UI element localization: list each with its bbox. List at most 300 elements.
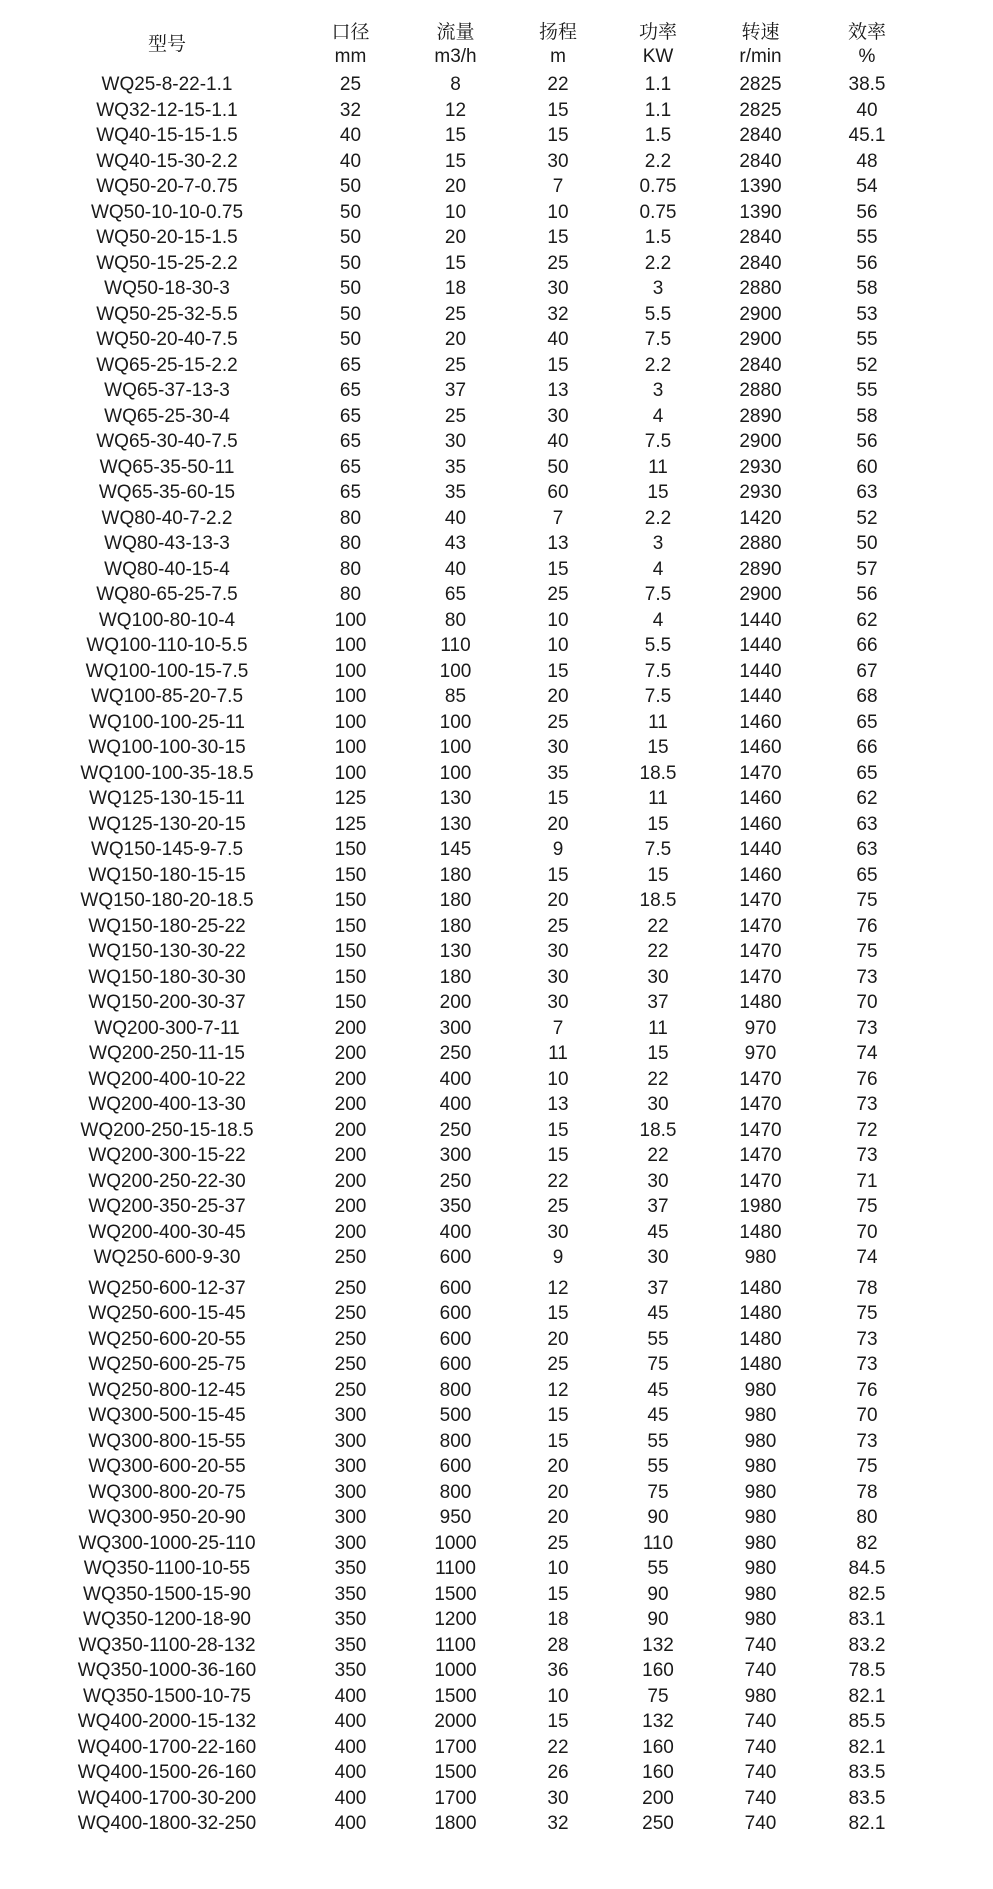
power-cell: 3 <box>652 278 664 299</box>
flow-cell: 100 <box>439 737 472 758</box>
table-row <box>0 1454 921 1480</box>
model-cell: WQ350-1500-15-90 <box>83 1583 251 1605</box>
diameter-cell: 100 <box>334 686 367 707</box>
head-cell: 15 <box>547 1119 569 1141</box>
table-row <box>0 1271 921 1302</box>
speed-cell: 1480 <box>739 1277 782 1299</box>
model-cell: WQ250-600-9-30 <box>93 1247 241 1268</box>
table-row <box>0 1352 921 1378</box>
flow-cell: 12 <box>444 99 467 121</box>
speed-cell: 2890 <box>739 405 782 427</box>
efficiency-cell: 65 <box>856 864 878 886</box>
power-cell: 30 <box>647 1247 669 1268</box>
model-cell: WQ200-400-10-22 <box>88 1068 246 1090</box>
model-cell: WQ125-130-15-11 <box>89 788 245 809</box>
model-cell: WQ250-600-15-45 <box>88 1303 246 1324</box>
table-row <box>0 1582 921 1608</box>
head-cell: 20 <box>547 686 569 707</box>
flow-cell: 8 <box>450 74 461 95</box>
column-label: 型号 <box>147 34 186 55</box>
diameter-cell: 200 <box>334 1170 367 1192</box>
flow-cell: 400 <box>439 1221 472 1243</box>
table-row <box>0 888 921 914</box>
diameter-cell: 250 <box>334 1379 367 1401</box>
column-header-flow <box>403 18 508 72</box>
flow-cell: 20 <box>444 227 467 248</box>
efficiency-cell: 68 <box>856 686 878 707</box>
model-cell: WQ200-350-25-37 <box>88 1196 246 1217</box>
head-cell: 13 <box>547 533 569 554</box>
pump-spec-table <box>0 18 921 1837</box>
flow-cell: 100 <box>439 762 472 784</box>
speed-cell: 980 <box>744 1685 777 1707</box>
head-cell: 60 <box>547 482 569 503</box>
model-cell: WQ350-1500-10-75 <box>83 1685 251 1707</box>
flow-cell: 100 <box>439 711 472 733</box>
head-cell: 20 <box>547 1328 569 1350</box>
power-cell: 37 <box>647 992 669 1013</box>
table-row <box>0 251 921 277</box>
table-row <box>0 761 921 787</box>
speed-cell: 2840 <box>739 125 782 146</box>
table-row <box>0 98 921 124</box>
speed-cell: 1470 <box>739 941 782 962</box>
power-cell: 200 <box>642 1787 674 1809</box>
diameter-cell: 50 <box>339 176 362 197</box>
table-row <box>0 557 921 583</box>
flow-cell: 130 <box>439 941 472 962</box>
head-cell: 20 <box>547 1481 569 1503</box>
diameter-cell: 100 <box>334 660 367 682</box>
diameter-cell: 50 <box>339 303 362 325</box>
column-unit: % <box>858 46 876 67</box>
efficiency-cell: 70 <box>856 992 878 1013</box>
efficiency-cell: 72 <box>856 1119 878 1141</box>
speed-cell: 1460 <box>739 737 782 758</box>
flow-cell: 180 <box>439 966 472 988</box>
table-row <box>0 429 921 455</box>
power-cell: 7.5 <box>644 839 672 860</box>
model-cell: WQ250-800-12-45 <box>88 1379 246 1401</box>
model-cell: WQ300-1000-25-110 <box>78 1532 256 1554</box>
head-cell: 30 <box>547 150 569 172</box>
efficiency-cell: 40 <box>856 99 878 121</box>
flow-cell: 1800 <box>434 1813 477 1834</box>
model-cell: WQ40-15-30-2.2 <box>96 150 238 172</box>
table-row <box>0 659 921 685</box>
power-cell: 90 <box>647 1507 669 1528</box>
speed-cell: 2880 <box>739 533 782 554</box>
model-cell: WQ400-1500-26-160 <box>77 1762 257 1783</box>
speed-cell: 1390 <box>739 176 782 197</box>
column-header-model <box>0 18 298 72</box>
flow-cell: 180 <box>439 864 472 886</box>
diameter-cell: 125 <box>334 788 367 809</box>
efficiency-cell: 38.5 <box>848 74 886 95</box>
model-cell: WQ100-100-35-18.5 <box>80 762 254 784</box>
diameter-cell: 400 <box>334 1685 367 1707</box>
power-cell: 75 <box>647 1685 669 1707</box>
efficiency-cell: 75 <box>856 1196 878 1217</box>
head-cell: 25 <box>547 252 569 274</box>
table-row <box>0 149 921 175</box>
diameter-cell: 250 <box>334 1247 367 1268</box>
column-header-speed <box>708 18 813 72</box>
flow-cell: 250 <box>439 1170 472 1192</box>
power-cell: 45 <box>647 1303 669 1324</box>
power-cell: 2.2 <box>644 507 672 529</box>
model-cell: WQ200-300-7-11 <box>94 1017 240 1039</box>
diameter-cell: 250 <box>334 1303 367 1324</box>
efficiency-cell: 55 <box>856 380 878 401</box>
table-body <box>0 72 921 1837</box>
flow-cell: 1500 <box>434 1762 477 1783</box>
flow-cell: 20 <box>444 329 467 350</box>
column-header-efficiency <box>813 18 921 72</box>
head-cell: 15 <box>547 99 569 121</box>
flow-cell: 1700 <box>434 1787 477 1809</box>
head-cell: 40 <box>547 329 569 350</box>
diameter-cell: 25 <box>339 74 362 95</box>
table-row <box>0 72 921 98</box>
head-cell: 13 <box>547 380 569 401</box>
efficiency-cell: 75 <box>856 941 878 962</box>
table-row <box>0 1709 921 1735</box>
flow-cell: 1000 <box>434 1660 477 1681</box>
flow-cell: 200 <box>439 992 472 1013</box>
table-row <box>0 837 921 863</box>
head-cell: 20 <box>547 1456 569 1477</box>
diameter-cell: 50 <box>339 227 362 248</box>
speed-cell: 980 <box>744 1583 777 1605</box>
efficiency-cell: 65 <box>856 762 878 784</box>
diameter-cell: 65 <box>339 405 362 427</box>
column-label: 转速 <box>741 22 780 43</box>
speed-cell: 1470 <box>739 1145 782 1166</box>
model-cell: WQ150-145-9-7.5 <box>90 839 244 860</box>
model-cell: WQ150-180-30-30 <box>88 966 246 988</box>
efficiency-cell: 71 <box>856 1170 878 1192</box>
power-cell: 18.5 <box>639 762 677 784</box>
power-cell: 160 <box>642 1660 674 1681</box>
model-cell: WQ125-130-20-15 <box>88 813 246 835</box>
diameter-cell: 150 <box>334 890 367 911</box>
power-cell: 1.5 <box>644 227 672 248</box>
flow-cell: 1100 <box>435 1634 476 1656</box>
power-cell: 22 <box>647 1145 669 1166</box>
efficiency-cell: 78 <box>856 1277 878 1299</box>
speed-cell: 2900 <box>739 431 782 452</box>
flow-cell: 10 <box>444 201 467 223</box>
table-row <box>0 200 921 226</box>
model-cell: WQ400-1700-22-160 <box>77 1736 257 1758</box>
model-cell: WQ250-600-20-55 <box>88 1328 246 1350</box>
speed-cell: 1460 <box>739 711 782 733</box>
efficiency-cell: 70 <box>856 1405 878 1426</box>
speed-cell: 980 <box>744 1379 777 1401</box>
table-row <box>0 1301 921 1327</box>
model-cell: WQ300-500-15-45 <box>88 1405 246 1426</box>
speed-cell: 2930 <box>739 456 782 478</box>
speed-cell: 1420 <box>739 507 782 529</box>
head-cell: 15 <box>547 1145 569 1166</box>
speed-cell: 1460 <box>739 813 782 835</box>
diameter-cell: 65 <box>339 482 362 503</box>
flow-cell: 350 <box>439 1196 472 1217</box>
flow-cell: 600 <box>439 1328 472 1350</box>
power-cell: 30 <box>647 966 669 988</box>
speed-cell: 1470 <box>739 1119 782 1141</box>
head-cell: 10 <box>547 1685 569 1707</box>
power-cell: 160 <box>642 1762 674 1783</box>
speed-cell: 1480 <box>739 1328 782 1350</box>
efficiency-cell: 83.1 <box>848 1609 886 1630</box>
efficiency-cell: 83.5 <box>848 1787 886 1809</box>
efficiency-cell: 63 <box>856 813 878 835</box>
power-cell: 5.5 <box>644 635 672 656</box>
table-row <box>0 735 921 761</box>
power-cell: 0.75 <box>639 176 677 197</box>
diameter-cell: 200 <box>334 1196 367 1217</box>
diameter-cell: 200 <box>334 1221 367 1243</box>
speed-cell: 980 <box>744 1609 777 1630</box>
flow-cell: 15 <box>444 150 467 172</box>
diameter-cell: 350 <box>334 1660 367 1681</box>
diameter-cell: 300 <box>334 1481 367 1503</box>
model-cell: WQ65-35-50-11 <box>99 456 235 478</box>
diameter-cell: 250 <box>334 1277 367 1299</box>
efficiency-cell: 82 <box>856 1532 878 1554</box>
power-cell: 4 <box>652 609 664 631</box>
power-cell: 1.5 <box>644 125 672 146</box>
head-cell: 10 <box>547 1558 569 1579</box>
diameter-cell: 200 <box>334 1145 367 1166</box>
head-cell: 32 <box>547 1813 569 1834</box>
power-cell: 90 <box>647 1583 669 1605</box>
flow-cell: 300 <box>439 1017 472 1039</box>
diameter-cell: 50 <box>339 278 362 299</box>
power-cell: 2.2 <box>644 354 672 376</box>
column-unit: r/min <box>739 46 782 67</box>
flow-cell: 600 <box>439 1354 472 1375</box>
diameter-cell: 80 <box>339 507 362 529</box>
head-cell: 15 <box>547 558 569 580</box>
head-cell: 30 <box>547 1221 569 1243</box>
efficiency-cell: 67 <box>856 660 878 682</box>
model-cell: WQ80-40-15-4 <box>104 558 230 580</box>
model-cell: WQ200-250-15-18.5 <box>80 1119 254 1141</box>
model-cell: WQ80-40-7-2.2 <box>101 507 233 529</box>
table-row <box>0 225 921 251</box>
diameter-cell: 65 <box>339 431 362 452</box>
table-row <box>0 123 921 149</box>
power-cell: 0.75 <box>639 201 677 223</box>
efficiency-cell: 75 <box>856 890 878 911</box>
diameter-cell: 80 <box>339 584 362 605</box>
model-cell: WQ80-65-25-7.5 <box>96 584 238 605</box>
table-row <box>0 1220 921 1246</box>
flow-cell: 250 <box>439 1119 472 1141</box>
model-cell: WQ50-20-40-7.5 <box>96 329 238 350</box>
power-cell: 110 <box>642 1532 674 1554</box>
flow-cell: 1000 <box>434 1532 477 1554</box>
column-label: 效率 <box>847 22 886 43</box>
speed-cell: 740 <box>744 1787 777 1809</box>
speed-cell: 1460 <box>739 864 782 886</box>
model-cell: WQ150-180-25-22 <box>88 915 246 937</box>
diameter-cell: 350 <box>334 1583 367 1605</box>
model-cell: WQ50-15-25-2.2 <box>96 252 238 274</box>
table-row <box>0 1786 921 1812</box>
head-cell: 12 <box>547 1277 569 1299</box>
diameter-cell: 400 <box>334 1787 367 1809</box>
speed-cell: 2880 <box>739 380 782 401</box>
diameter-cell: 100 <box>334 635 367 656</box>
model-cell: WQ300-800-15-55 <box>88 1430 246 1452</box>
power-cell: 1.1 <box>644 99 672 121</box>
model-cell: WQ100-100-25-11 <box>89 711 245 733</box>
power-cell: 15 <box>647 482 669 503</box>
efficiency-cell: 75 <box>856 1456 878 1477</box>
efficiency-cell: 63 <box>856 482 878 503</box>
efficiency-cell: 58 <box>856 278 878 299</box>
power-cell: 5.5 <box>644 303 672 325</box>
model-cell: WQ65-30-40-7.5 <box>96 431 238 452</box>
table-row <box>0 863 921 889</box>
diameter-cell: 350 <box>334 1634 367 1656</box>
speed-cell: 2825 <box>739 74 782 95</box>
table-row <box>0 455 921 481</box>
power-cell: 2.2 <box>644 150 672 172</box>
efficiency-cell: 73 <box>856 966 878 988</box>
table-row <box>0 1327 921 1353</box>
flow-cell: 65 <box>444 584 467 605</box>
efficiency-cell: 78.5 <box>848 1660 886 1681</box>
power-cell: 22 <box>647 941 669 962</box>
table-row <box>0 1607 921 1633</box>
speed-cell: 1480 <box>739 1354 782 1375</box>
head-cell: 12 <box>547 1379 569 1401</box>
table-row <box>0 1245 921 1271</box>
efficiency-cell: 74 <box>856 1043 878 1064</box>
head-cell: 18 <box>547 1609 569 1630</box>
table-row <box>0 1760 921 1786</box>
diameter-cell: 400 <box>334 1813 367 1834</box>
flow-cell: 85 <box>444 686 467 707</box>
speed-cell: 980 <box>744 1481 777 1503</box>
efficiency-cell: 73 <box>856 1017 878 1039</box>
model-cell: WQ100-80-10-4 <box>98 609 236 631</box>
flow-cell: 600 <box>439 1456 472 1477</box>
efficiency-cell: 82.1 <box>848 1685 886 1707</box>
head-cell: 15 <box>547 125 569 146</box>
diameter-cell: 300 <box>334 1532 367 1554</box>
flow-cell: 40 <box>444 507 467 529</box>
speed-cell: 1470 <box>739 915 782 937</box>
column-label: 扬程 <box>538 22 577 43</box>
flow-cell: 35 <box>444 482 467 503</box>
power-cell: 15 <box>647 1043 669 1064</box>
power-cell: 1.1 <box>644 74 672 95</box>
table-row <box>0 608 921 634</box>
head-cell: 50 <box>547 456 569 478</box>
flow-cell: 500 <box>439 1405 472 1426</box>
efficiency-cell: 70 <box>856 1221 878 1243</box>
diameter-cell: 150 <box>334 992 367 1013</box>
power-cell: 11 <box>648 788 668 809</box>
efficiency-cell: 63 <box>856 839 878 860</box>
speed-cell: 740 <box>744 1813 777 1834</box>
efficiency-cell: 53 <box>856 303 878 325</box>
diameter-cell: 400 <box>334 1711 367 1732</box>
flow-cell: 20 <box>444 176 467 197</box>
power-cell: 75 <box>647 1481 669 1503</box>
speed-cell: 980 <box>744 1558 777 1579</box>
speed-cell: 970 <box>744 1043 777 1064</box>
power-cell: 90 <box>647 1609 669 1630</box>
table-row <box>0 1378 921 1404</box>
flow-cell: 35 <box>444 456 467 478</box>
power-cell: 15 <box>647 864 669 886</box>
model-cell: WQ32-12-15-1.1 <box>96 99 238 121</box>
diameter-cell: 50 <box>339 252 362 274</box>
flow-cell: 600 <box>439 1247 472 1268</box>
head-cell: 11 <box>548 1043 568 1064</box>
head-cell: 28 <box>547 1634 569 1656</box>
power-cell: 55 <box>647 1430 669 1452</box>
flow-cell: 25 <box>444 354 467 376</box>
power-cell: 132 <box>642 1634 674 1656</box>
speed-cell: 740 <box>744 1762 777 1783</box>
power-cell: 4 <box>652 405 664 427</box>
power-cell: 11 <box>648 456 668 478</box>
diameter-cell: 100 <box>334 609 367 631</box>
efficiency-cell: 54 <box>856 176 878 197</box>
model-cell: WQ350-1100-28-132 <box>78 1634 256 1656</box>
head-cell: 30 <box>547 737 569 758</box>
flow-cell: 600 <box>439 1303 472 1324</box>
power-cell: 7.5 <box>644 584 672 605</box>
efficiency-cell: 52 <box>856 507 878 529</box>
head-cell: 10 <box>547 635 569 656</box>
table-row <box>0 404 921 430</box>
efficiency-cell: 56 <box>856 584 878 605</box>
speed-cell: 2825 <box>739 99 782 121</box>
flow-cell: 400 <box>439 1094 472 1115</box>
efficiency-cell: 56 <box>856 201 878 223</box>
head-cell: 10 <box>547 201 569 223</box>
speed-cell: 2900 <box>739 584 782 605</box>
power-cell: 18.5 <box>639 890 677 911</box>
head-cell: 15 <box>547 864 569 886</box>
table-row <box>0 1118 921 1144</box>
speed-cell: 2840 <box>739 252 782 274</box>
power-cell: 55 <box>647 1456 669 1477</box>
model-cell: WQ100-100-15-7.5 <box>85 660 249 682</box>
efficiency-cell: 50 <box>856 533 878 554</box>
model-cell: WQ50-20-7-0.75 <box>96 176 238 197</box>
power-cell: 2.2 <box>644 252 672 274</box>
efficiency-cell: 56 <box>856 252 878 274</box>
diameter-cell: 65 <box>339 456 362 478</box>
diameter-cell: 80 <box>339 558 362 580</box>
diameter-cell: 150 <box>334 839 367 860</box>
flow-cell: 110 <box>440 635 471 656</box>
speed-cell: 1480 <box>739 1303 782 1324</box>
flow-cell: 25 <box>444 303 467 325</box>
head-cell: 20 <box>547 890 569 911</box>
power-cell: 45 <box>647 1221 669 1243</box>
